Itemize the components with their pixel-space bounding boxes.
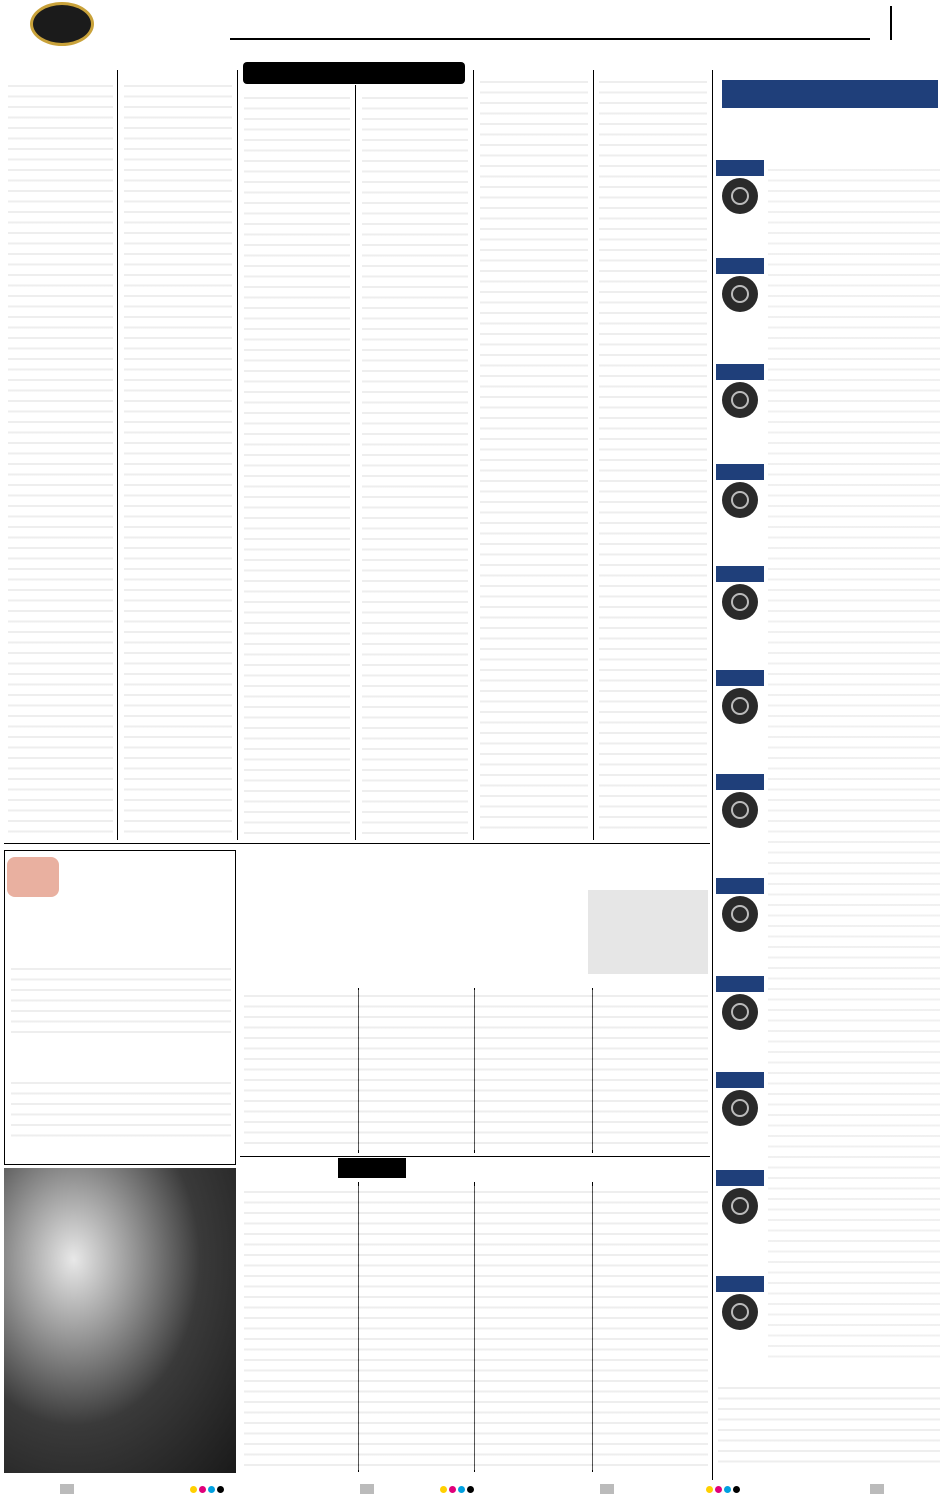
text-lines (718, 1382, 940, 1468)
text-lines (124, 80, 232, 835)
text-lines (768, 164, 940, 1364)
horoscope-title (722, 80, 938, 108)
cartoon-icon (7, 857, 59, 897)
registration-mark (60, 1484, 74, 1494)
registration-mark (217, 1486, 224, 1493)
taurus-icon (722, 276, 758, 312)
sign-badge (716, 1170, 764, 1186)
text-lines (480, 76, 588, 835)
registration-mark (190, 1486, 197, 1493)
registration-mark (360, 1484, 374, 1494)
sign-badge (716, 1276, 764, 1292)
sign-badge (716, 464, 764, 480)
side-box (588, 890, 708, 974)
satellite-image (4, 1168, 236, 1473)
sign-badge (716, 976, 764, 992)
registration-mark (600, 1484, 614, 1494)
sign-badge (716, 1072, 764, 1088)
column-rule (473, 70, 474, 840)
text-lines (244, 1186, 708, 1470)
sign-badge (716, 258, 764, 274)
registration-mark (733, 1486, 740, 1493)
section-rule (4, 843, 710, 844)
registration-mark (440, 1486, 447, 1493)
kicker-mid (338, 1158, 406, 1178)
cancer-icon (722, 482, 758, 518)
text-lines (244, 990, 708, 1150)
sign-badge (716, 878, 764, 894)
text-lines (11, 963, 231, 1039)
masthead (0, 0, 945, 50)
header-rule (230, 38, 870, 40)
libra-icon (722, 792, 758, 828)
registration-mark (706, 1486, 713, 1493)
sign-badge (716, 774, 764, 790)
registration-mark (458, 1486, 465, 1493)
sign-badge (716, 670, 764, 686)
agenda-title (243, 62, 465, 84)
registration-mark (724, 1486, 731, 1493)
text-lines (8, 80, 113, 835)
column-rule (117, 70, 118, 840)
sagittarius-icon (722, 994, 758, 1030)
sign-badge (716, 160, 764, 176)
text-lines (244, 92, 350, 835)
gappa-logo-banner (7, 853, 233, 901)
sign-badge (716, 566, 764, 582)
column-rule (237, 70, 238, 840)
capricorn-icon (722, 1090, 758, 1126)
registration-mark (199, 1486, 206, 1493)
text-lines (11, 1077, 231, 1137)
aries-icon (722, 178, 758, 214)
registration-mark (208, 1486, 215, 1493)
column-rule (593, 70, 594, 840)
aquarius-icon (722, 1188, 758, 1224)
gappa-box (4, 850, 236, 1165)
column-rule (355, 85, 356, 840)
text-lines (362, 92, 468, 835)
registration-mark (870, 1484, 884, 1494)
scorpio-icon (722, 896, 758, 932)
pisces-icon (722, 1294, 758, 1330)
section-rule (240, 1156, 710, 1157)
sign-badge (716, 364, 764, 380)
registration-mark (467, 1486, 474, 1493)
leo-icon (722, 584, 758, 620)
gemini-icon (722, 382, 758, 418)
virgo-icon (722, 688, 758, 724)
section-divider (890, 6, 892, 40)
anniversary-logo (30, 2, 94, 46)
column-rule (712, 70, 713, 1480)
registration-mark (449, 1486, 456, 1493)
registration-mark (715, 1486, 722, 1493)
text-lines (599, 76, 707, 835)
